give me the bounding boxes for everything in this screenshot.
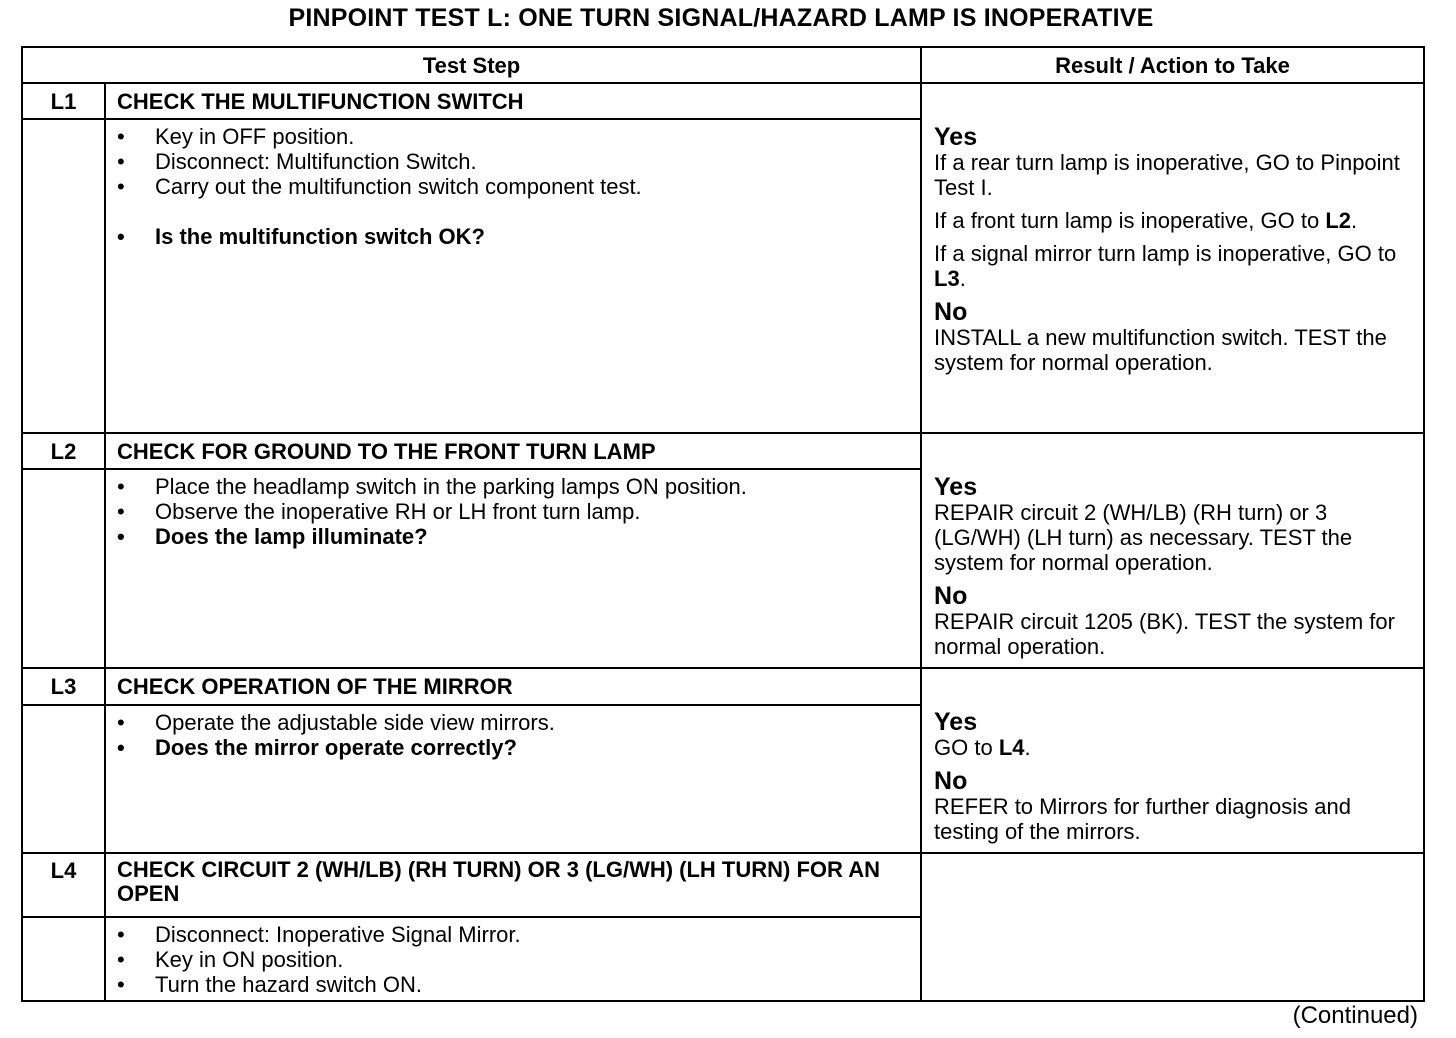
step-id: L4: [22, 853, 105, 917]
list-item: • Observe the inoperative RH or LH front turn lamp.: [106, 499, 920, 524]
step-l3-title-row: [22, 668, 1424, 705]
step-body: [105, 119, 921, 433]
list-item: • Place the headlamp switch in the parking lamps ON position.: [106, 474, 920, 499]
result-text: REFER to Mirrors for further diagnosis and testing of the mirrors.: [934, 794, 1351, 844]
step-title: CHECK THE MULTIFUNCTION SWITCH: [105, 83, 921, 119]
list-item: • Key in OFF position.: [106, 124, 920, 149]
step-id-spacer: [22, 119, 105, 433]
result-text: GO to L4.: [934, 735, 1031, 760]
result-text: REPAIR circuit 2 (WH/LB) (RH turn) or 3 (LG/WH) (LH turn) as necessary. TEST the system for normal operation.: [934, 500, 1353, 575]
step-bullets: [106, 120, 920, 249]
step-id-spacer: [22, 917, 105, 1001]
continued-label: (Continued): [1292, 1002, 1418, 1029]
list-item: • Operate the adjustable side view mirrors.: [106, 710, 920, 735]
page-title: PINPOINT TEST L: ONE TURN SIGNAL/HAZARD LAMP IS INOPERATIVE: [288, 4, 1154, 32]
table-header-row: [22, 47, 1424, 83]
result-text: INSTALL a new multifunction switch. TEST the system for normal operation.: [934, 325, 1387, 375]
step-l2-result: [921, 433, 1424, 668]
list-item: • Disconnect: Multifunction Switch.: [106, 149, 920, 174]
step-body: [105, 917, 921, 1001]
list-item: • Disconnect: Inoperative Signal Mirror.: [106, 922, 920, 947]
result-text: If a rear turn lamp is inoperative, GO to Pinpoint Test I.: [934, 150, 1400, 200]
yes-label: Yes: [934, 123, 978, 151]
step-l1-result: [921, 83, 1424, 433]
step-l2-title-row: [22, 433, 1424, 469]
header-test-step: Test Step: [22, 47, 921, 83]
result-text: If a front turn lamp is inoperative, GO to L2.: [934, 208, 1358, 233]
step-l1-title-row: [22, 83, 1424, 119]
no-label: No: [934, 582, 968, 610]
result-text: If a signal mirror turn lamp is inoperative, GO to L3.: [934, 241, 1397, 291]
step-l4-title-row: [22, 853, 1424, 917]
step-body: [105, 469, 921, 668]
step-title: CHECK CIRCUIT 2 (WH/LB) (RH TURN) OR 3 (LG/WH) (LH TURN) FOR AN OPEN: [105, 853, 921, 917]
list-item: • Is the multifunction switch OK?: [106, 224, 920, 249]
step-id-spacer: [22, 705, 105, 853]
list-item: • Does the lamp illuminate?: [106, 524, 920, 549]
no-label: No: [934, 298, 968, 326]
no-label: No: [934, 767, 968, 795]
step-title: CHECK FOR GROUND TO THE FRONT TURN LAMP: [105, 433, 921, 469]
pinpoint-test-table: [21, 46, 1425, 1002]
step-title: CHECK OPERATION OF THE MIRROR: [105, 668, 921, 705]
list-item: • Carry out the multifunction switch component test.: [106, 174, 920, 199]
step-bullets: [106, 470, 920, 549]
step-id-spacer: [22, 469, 105, 668]
result-text: REPAIR circuit 1205 (BK). TEST the system for normal operation.: [934, 609, 1395, 659]
step-id: L2: [22, 433, 105, 469]
step-bullets: [106, 706, 920, 760]
step-ref: L4: [998, 735, 1025, 760]
yes-label: Yes: [934, 473, 978, 501]
step-id: L1: [22, 83, 105, 119]
list-item: • Does the mirror operate correctly?: [106, 735, 920, 760]
step-l4-result: [921, 853, 1424, 1001]
step-l3-result: [921, 668, 1424, 853]
step-id: L3: [22, 668, 105, 705]
yes-label: Yes: [934, 708, 978, 736]
step-bullets: [106, 918, 920, 997]
list-item: • Key in ON position.: [106, 947, 920, 972]
list-item: • Turn the hazard switch ON.: [106, 972, 920, 997]
step-body: [105, 705, 921, 853]
step-ref: L3: [934, 266, 960, 291]
header-result-action: Result / Action to Take: [921, 47, 1424, 83]
step-ref: L2: [1325, 208, 1351, 233]
